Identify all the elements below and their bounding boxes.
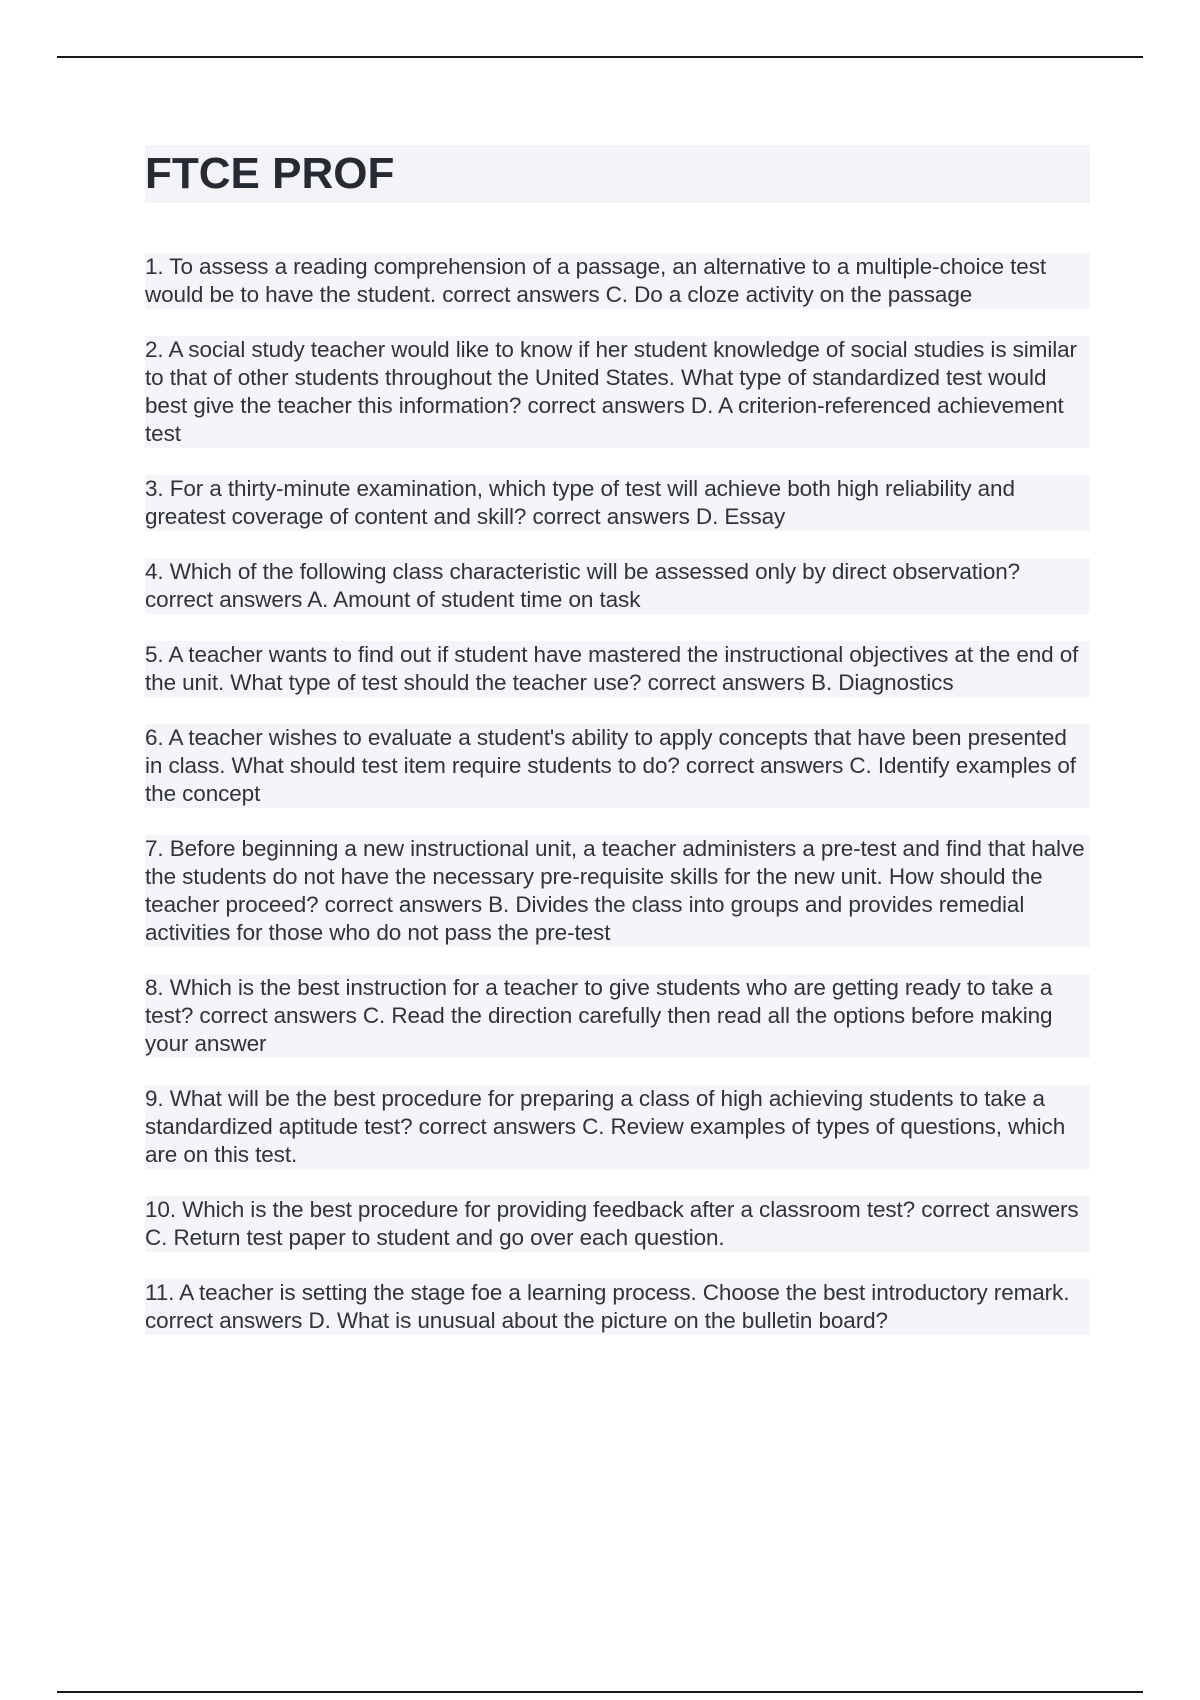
bottom-rule [57,1691,1143,1693]
top-rule [57,56,1143,58]
question-item: 7. Before beginning a new instructional unit, a teacher administers a pre-test and find that halve the students do not have the necessary pre-requisite skills for the new unit. How should the teacher proceed? correct answers B. Divides the class into groups and provides remedial activities for those who do not pass the pre-test [145,835,1090,947]
question-item: 9. What will be the best procedure for preparing a class of high achieving students to take a standardized aptitude test? correct answers C. Review examples of types of questions, which are on this test. [145,1085,1090,1169]
question-item: 2. A social study teacher would like to know if her student knowledge of social studies is similar to that of other students throughout the United States. What type of standardized test would best give the teacher this information? correct answers D. A criterion-referenced achievement test [145,336,1090,448]
question-item: 11. A teacher is setting the stage foe a learning process. Choose the best introductory remark. correct answers D. What is unusual about the picture on the bulletin board? [145,1279,1090,1335]
document-title: FTCE PROF [145,145,1090,203]
question-item: 3. For a thirty-minute examination, which type of test will achieve both high reliability and greatest coverage of content and skill? correct answers D. Essay [145,475,1090,531]
question-item: 8. Which is the best instruction for a teacher to give students who are getting ready to take a test? correct answers C. Read the direction carefully then read all the options before making your answer [145,974,1090,1058]
question-item: 4. Which of the following class characteristic will be assessed only by direct observation? correct answers A. Amount of student time on task [145,558,1090,614]
question-item: 10. Which is the best procedure for providing feedback after a classroom test? correct answers C. Return test paper to student and go over each question. [145,1196,1090,1252]
question-item: 1. To assess a reading comprehension of a passage, an alternative to a multiple-choice test would be to have the student. correct answers C. Do a cloze activity on the passage [145,253,1090,309]
question-item: 5. A teacher wants to find out if student have mastered the instructional objectives at the end of the unit. What type of test should the teacher use? correct answers B. Diagnostics [145,641,1090,697]
question-item: 6. A teacher wishes to evaluate a student's ability to apply concepts that have been presented in class. What should test item require students to do? correct answers C. Identify examples of the concept [145,724,1090,808]
document-body [145,145,1090,1362]
